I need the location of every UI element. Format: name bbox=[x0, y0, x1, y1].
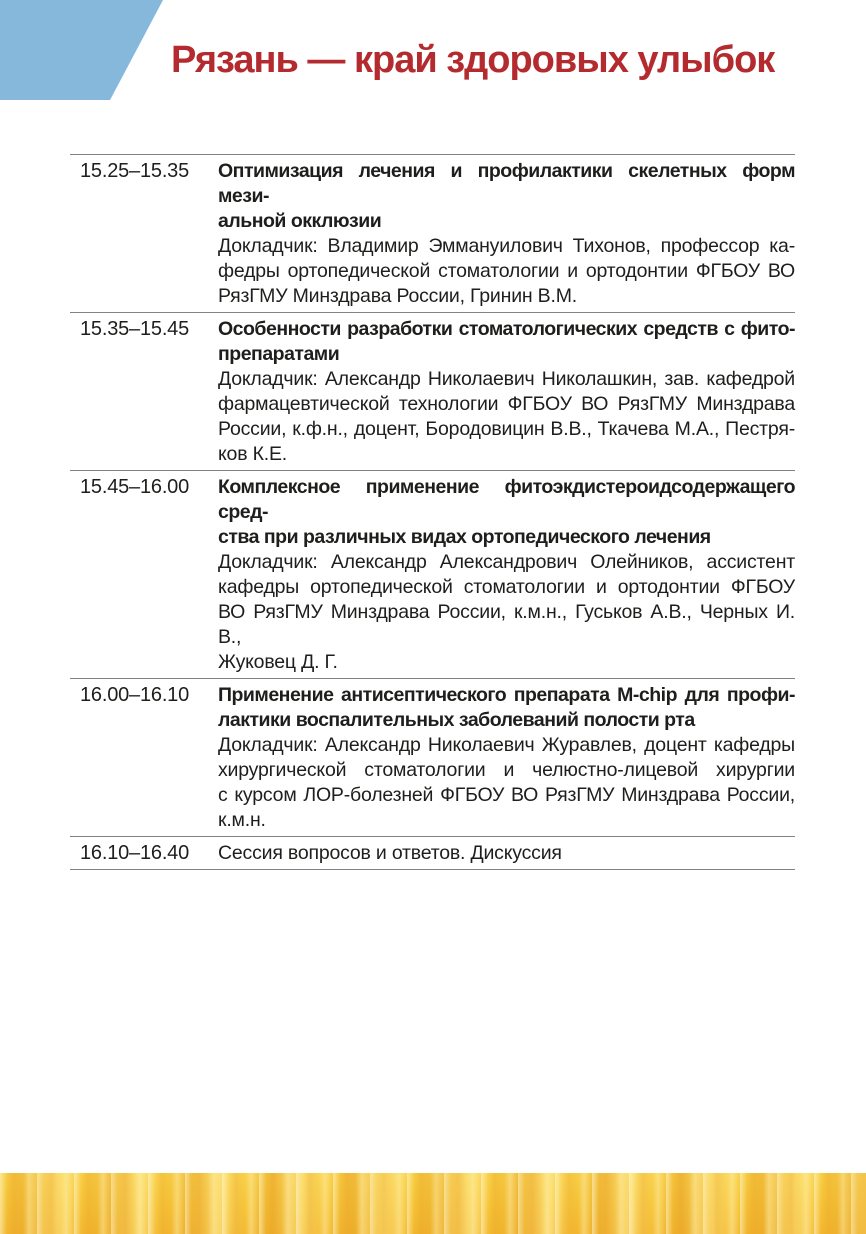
corner-triangle-decoration bbox=[0, 0, 163, 100]
session-content bbox=[218, 841, 795, 866]
session-speaker-line: Сессия вопросов и ответов. Дискуссия bbox=[218, 842, 562, 864]
schedule-row bbox=[70, 154, 795, 312]
session-time: 16.10–16.40 bbox=[80, 842, 190, 864]
session-title-line: Особенности разработки стоматологических средств с фито- bbox=[218, 318, 795, 340]
session-title-line: ства при различных видах ортопедического лечения bbox=[218, 526, 711, 548]
session-speaker-line: с курсом ЛОР-болезней ФГБОУ ВО РязГМУ Минздрава России, bbox=[218, 784, 795, 806]
session-title-line: Комплексное применение фитоэкдистероидсодержащего сред- bbox=[218, 476, 795, 523]
session-title-line: Применение антисептического препарата M-chip для профи- bbox=[218, 684, 795, 706]
session-speaker-line: Докладчик: Александр Николаевич Журавлев, доцент кафедры bbox=[218, 734, 795, 756]
session-title-line: Оптимизация лечения и профилактики скелетных форм мези- bbox=[218, 160, 795, 207]
session-time: 15.45–16.00 bbox=[80, 476, 190, 498]
session-title-line: лактики воспалительных заболеваний полости рта bbox=[218, 709, 695, 731]
session-speaker-line: хирургической стоматологии и челюстно-лицевой хирургии bbox=[218, 759, 795, 781]
wheat-field-image bbox=[0, 1173, 866, 1234]
session-content bbox=[218, 317, 795, 467]
session-content bbox=[218, 159, 795, 309]
session-content bbox=[218, 683, 795, 833]
session-time: 16.00–16.10 bbox=[80, 684, 190, 706]
session-time: 15.35–15.45 bbox=[80, 318, 190, 340]
session-time: 15.25–15.35 bbox=[80, 160, 190, 182]
schedule-row bbox=[70, 470, 795, 678]
session-speaker-line: ВО РязГМУ Минздрава России, к.м.н., Гуськов А.В., Черных И. В., bbox=[218, 601, 795, 648]
session-speaker-line: кафедры ортопедической стоматологии и ортодонтии ФГБОУ bbox=[218, 576, 795, 598]
schedule-row bbox=[70, 836, 795, 869]
schedule-table bbox=[70, 154, 795, 870]
session-speaker-line: Докладчик: Александр Александрович Олейников, ассистент bbox=[218, 551, 795, 573]
session-speaker-line: федры ортопедической стоматологии и ортодонтии ФГБОУ ВО bbox=[218, 260, 795, 282]
session-speaker-line: Докладчик: Александр Николаевич Николашкин, зав. кафедрой bbox=[218, 368, 795, 390]
session-speaker-line: ков К.Е. bbox=[218, 443, 287, 465]
schedule-row bbox=[70, 678, 795, 836]
session-speaker-line: России, к.ф.н., доцент, Бородовицин В.В., Ткачева М.А., Пестря- bbox=[218, 418, 795, 440]
session-speaker-line: фармацевтической технологии ФГБОУ ВО РязГМУ Минздрава bbox=[218, 393, 795, 415]
session-speaker-line: к.м.н. bbox=[218, 809, 266, 831]
session-content bbox=[218, 475, 795, 675]
session-speaker-line: РязГМУ Минздрава России, Гринин В.М. bbox=[218, 285, 577, 307]
session-title-line: альной окклюзии bbox=[218, 210, 382, 232]
session-title-line: препаратами bbox=[218, 343, 340, 365]
session-speaker-line: Докладчик: Владимир Эммануилович Тихонов, профессор ка- bbox=[218, 235, 795, 257]
schedule-row bbox=[70, 312, 795, 470]
page-title: Рязань — край здоровых улыбок bbox=[171, 39, 775, 81]
session-speaker-line: Жуковец Д. Г. bbox=[218, 651, 338, 673]
